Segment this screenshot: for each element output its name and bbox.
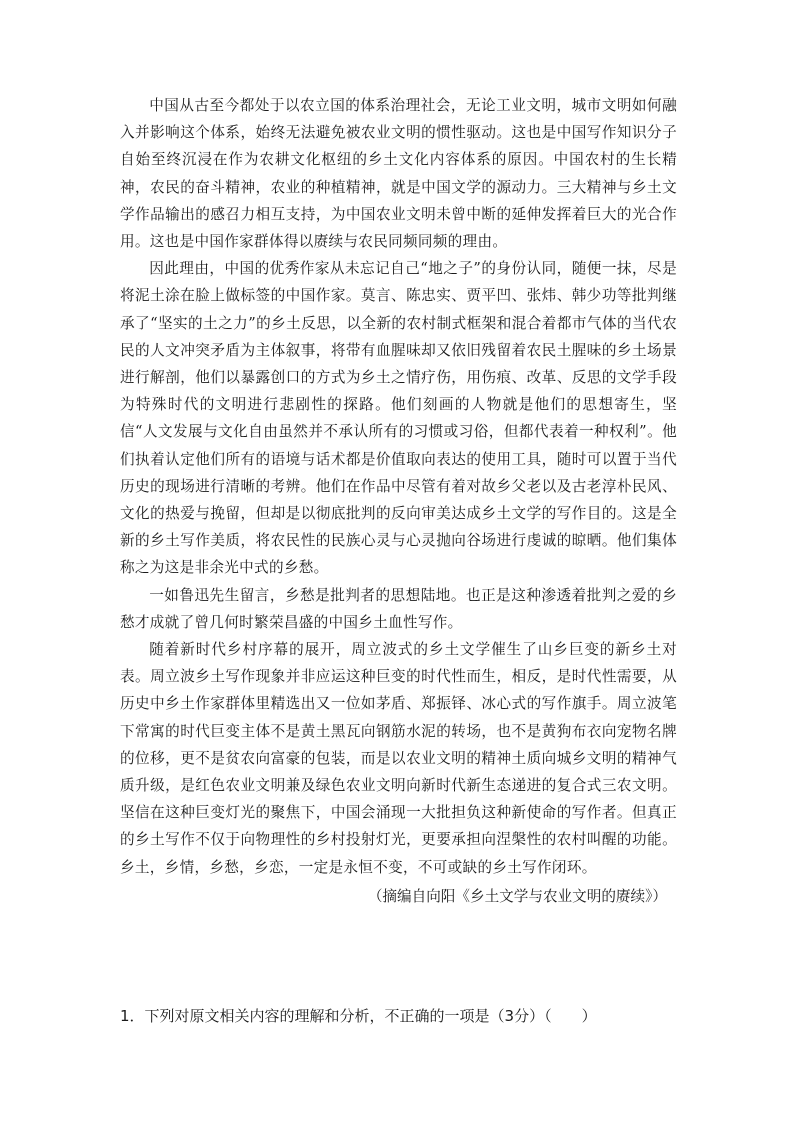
article-paragraph-1: 中国从古至今都处于以农立国的体系治理社会，无论工业文明，城市文明如何融入并影响这个体系，始终无法避免被农业文明的惯性驱动。这也是中国写作知识分子自始至终沉浸在作为农耕文化枢纽的乡土文化内容体系的原因。中国农村的生长精神，农民的奋斗精神，农业的种植精神，就是中国文学的源动力。三大精神与乡土文学作品输出的感召力相互支持，为中国农业文明未曾中断的延伸发挥着巨大的光合作用。这也是中国作家群体得以赓续与农民同频同频的理由。	[120, 97, 677, 251]
article-paragraph-3: 一如鲁迅先生留言，乡愁是批判者的思想陆地。也正是这种渗透着批判之爱的乡愁才成就了曾几何时繁荣昌盛的中国乡土血性写作。	[120, 586, 677, 631]
article-paragraph-4: 随着新时代乡村序幕的展开，周立波式的乡土文学催生了山乡巨变的新乡土对表。周立波乡土写作现象并非应运这种巨变的时代性而生，相反，是时代性需要，从历史中乡土作家群体里精选出又一位如茅盾、郑振铎、冰心式的写作旗手。周立波笔下常寓的时代巨变主体不是黄土黑瓦向钢筋水泥的转场，也不是黄狗布衣向宠物名牌的位移，更不是贫农向富豪的包装，而是以农业文明的精神土质向城乡文明的精神气质升级，是红色农业文明兼及绿色农业文明向新时代新生态递进的复合式三农文明。坚信在这种巨变灯光的聚焦下，中国会涌现一大批担负这种新使命的写作者。但真正的乡土写作不仅于向物理性的乡村投射灯光，更要承担向涅槃性的农村叫醒的功能。乡土，乡情，乡愁，乡恋，一定是永恒不变，不可或缺的乡土写作闭环。	[120, 641, 677, 876]
article-body	[120, 92, 677, 910]
article-source-citation: （摘编自向阳《乡土文学与农业文明的赓续》）	[367, 887, 667, 905]
article-paragraph-2: 因此理由，中国的优秀作家从未忘记自己“地之子”的身份认同，随便一抹，尽是将泥土涂在脸上做标签的中国作家。莫言、陈忠实、贾平凹、张炜、韩少功等批判继承了“坚实的土之力”的乡土反思，以全新的农村制式框架和混合着都市气体的当代农民的人文冲突矛盾为主体叙事，将带有血腥味却又依旧残留着农民土腥味的乡土场景进行解剖，他们以暴露创口的方式为乡土之情疗伤，用伤痕、改革、反思的文学手段为特殊时代的文明进行悲剧性的探路。他们刻画的人物就是他们的思想寄生，坚信“人文发展与文化自由虽然并不承认所有的习惯或习俗，但都代表着一种权利”。他们执着认定他们所有的语境与话术都是价值取向表达的使用工具，随时可以置于当代历史的现场进行清晰的考辨。他们在作品中尽管有着对故乡父老以及古老淳朴民风、文化的热爱与挽留，但却是以彻底批判的反向审美达成乡土文学的写作目的。这是全新的乡土写作美质，将农民性的民族心灵与心灵抛向谷场进行虔诚的晾晒。他们集体称之为这是非余光中式的乡愁。	[120, 260, 677, 577]
question-1-stem: 1．下列对原文相关内容的理解和分析，不正确的一项是（3分）（ ）	[120, 1007, 597, 1025]
